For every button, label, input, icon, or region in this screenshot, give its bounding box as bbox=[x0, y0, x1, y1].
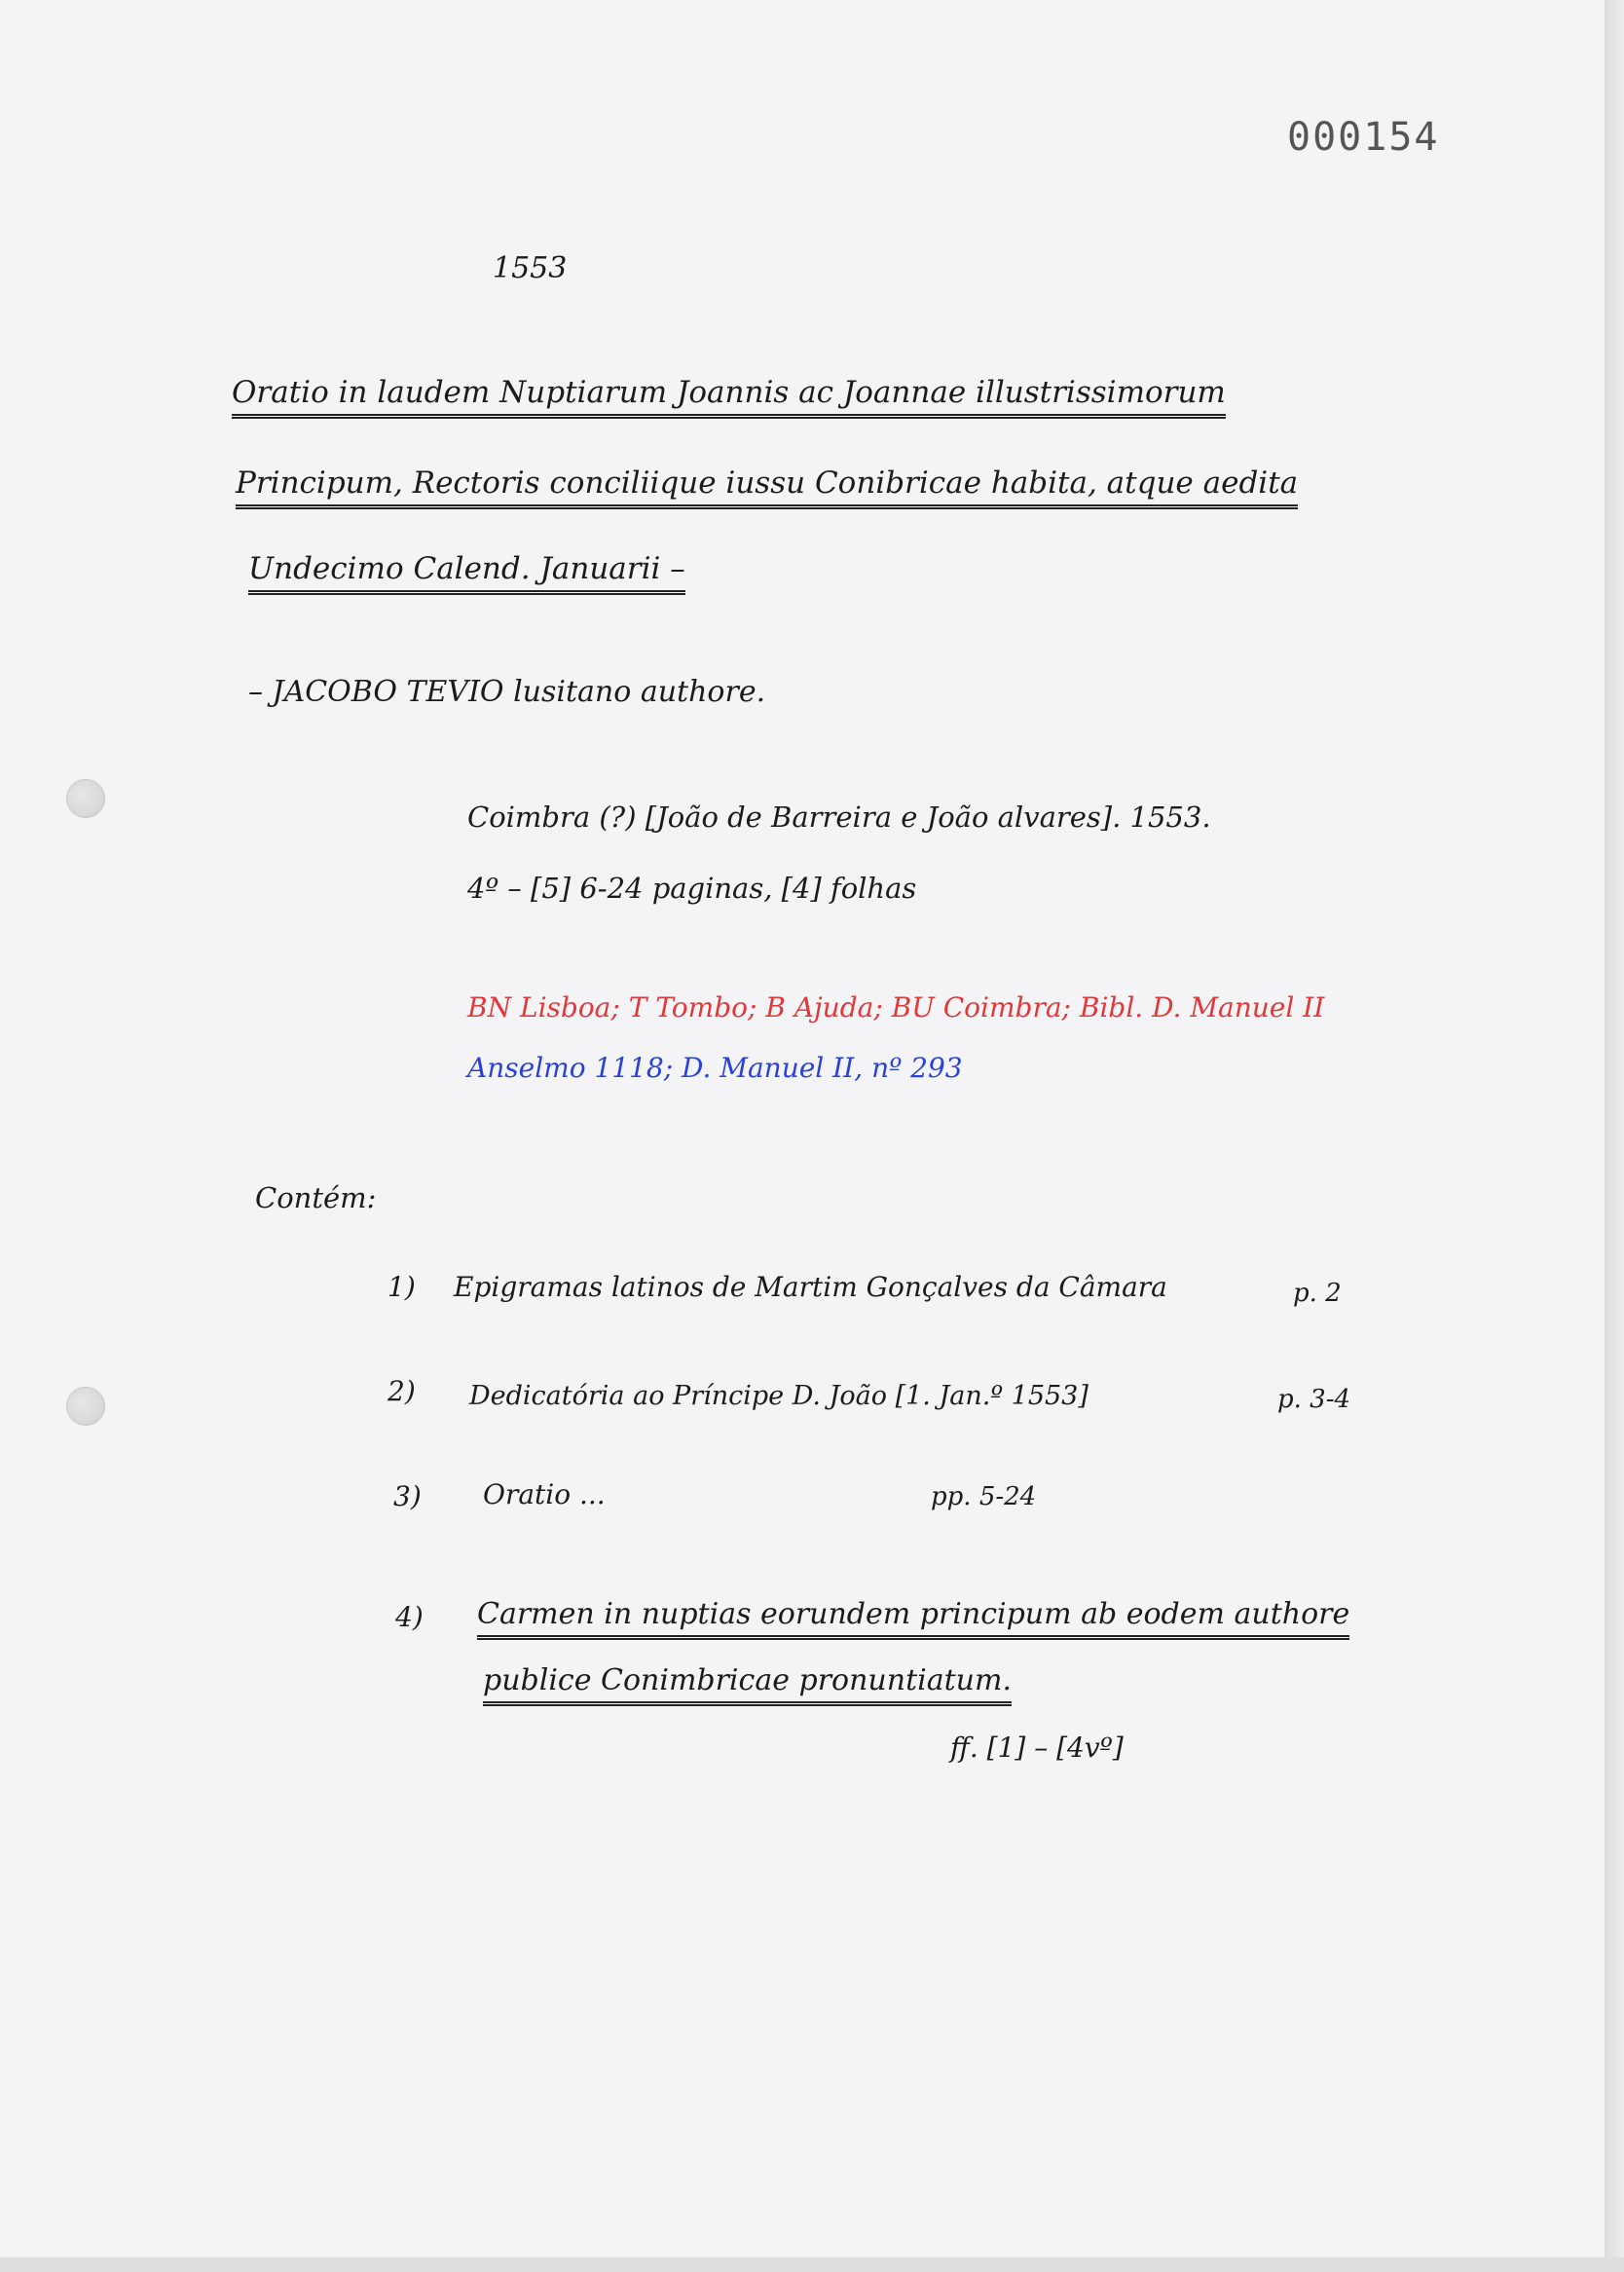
references-blue: Anselmo 1118; D. Manuel II, nº 293 bbox=[467, 1052, 963, 1084]
author-line: – JACOBO TEVIO lusitano authore. bbox=[248, 675, 766, 709]
locations-red: BN Lisboa; T Tombo; B Ajuda; BU Coimbra; Bibl. D. Manuel II bbox=[467, 991, 1325, 1024]
contents-item-number: 4) bbox=[395, 1601, 424, 1633]
punch-hole bbox=[66, 779, 105, 818]
contents-item-number: 1) bbox=[388, 1271, 416, 1303]
contents-item-text: Epigramas latinos de Martim Gonçalves da Câmara bbox=[454, 1271, 1167, 1303]
title-line-2-text: Principum, Rectoris conciliique iussu Conibricae habita, atque aedita bbox=[236, 466, 1298, 509]
imprint-line: Coimbra (?) [João de Barreira e João alvares]. 1553. bbox=[467, 801, 1211, 834]
contents-item-text-line-2 bbox=[483, 1663, 1012, 1706]
title-line-1 bbox=[232, 375, 1226, 419]
contents-item-pages: pp. 5-24 bbox=[931, 1482, 1037, 1511]
stamp-number: 000154 bbox=[1287, 115, 1440, 160]
contents-item-pages: p. 3-4 bbox=[1277, 1385, 1351, 1414]
contents-label: Contém: bbox=[255, 1181, 377, 1214]
format-line: 4º – [5] 6-24 paginas, [4] folhas bbox=[467, 872, 917, 905]
contents-item-text: Oratio ... bbox=[483, 1478, 606, 1510]
year-heading: 1553 bbox=[493, 251, 568, 285]
contents-item-4-line-2: publice Conimbricae pronuntiatum. bbox=[483, 1663, 1012, 1706]
punch-hole bbox=[66, 1387, 105, 1426]
contents-item-text: Dedicatória ao Príncipe D. João [1. Jan.º 1553] bbox=[469, 1381, 1089, 1411]
contents-item-pages: ff. [1] – [4vº] bbox=[950, 1732, 1124, 1764]
page-bottom-edge bbox=[0, 2257, 1624, 2272]
contents-item-pages: p. 2 bbox=[1293, 1279, 1342, 1308]
title-line-1-text: Oratio in laudem Nuptiarum Joannis ac Joannae illustrissimorum bbox=[232, 375, 1226, 419]
title-line-3 bbox=[248, 551, 685, 595]
contents-item-text-line-1 bbox=[477, 1597, 1349, 1640]
contents-item-number: 3) bbox=[393, 1480, 422, 1512]
title-line-2 bbox=[236, 466, 1298, 509]
page-edge-shadow bbox=[1605, 0, 1624, 2272]
contents-item-number: 2) bbox=[388, 1375, 416, 1407]
title-line-3-text: Undecimo Calend. Januarii – bbox=[248, 551, 685, 595]
contents-item-4-line-1: Carmen in nuptias eorundem principum ab eodem authore bbox=[477, 1597, 1349, 1640]
